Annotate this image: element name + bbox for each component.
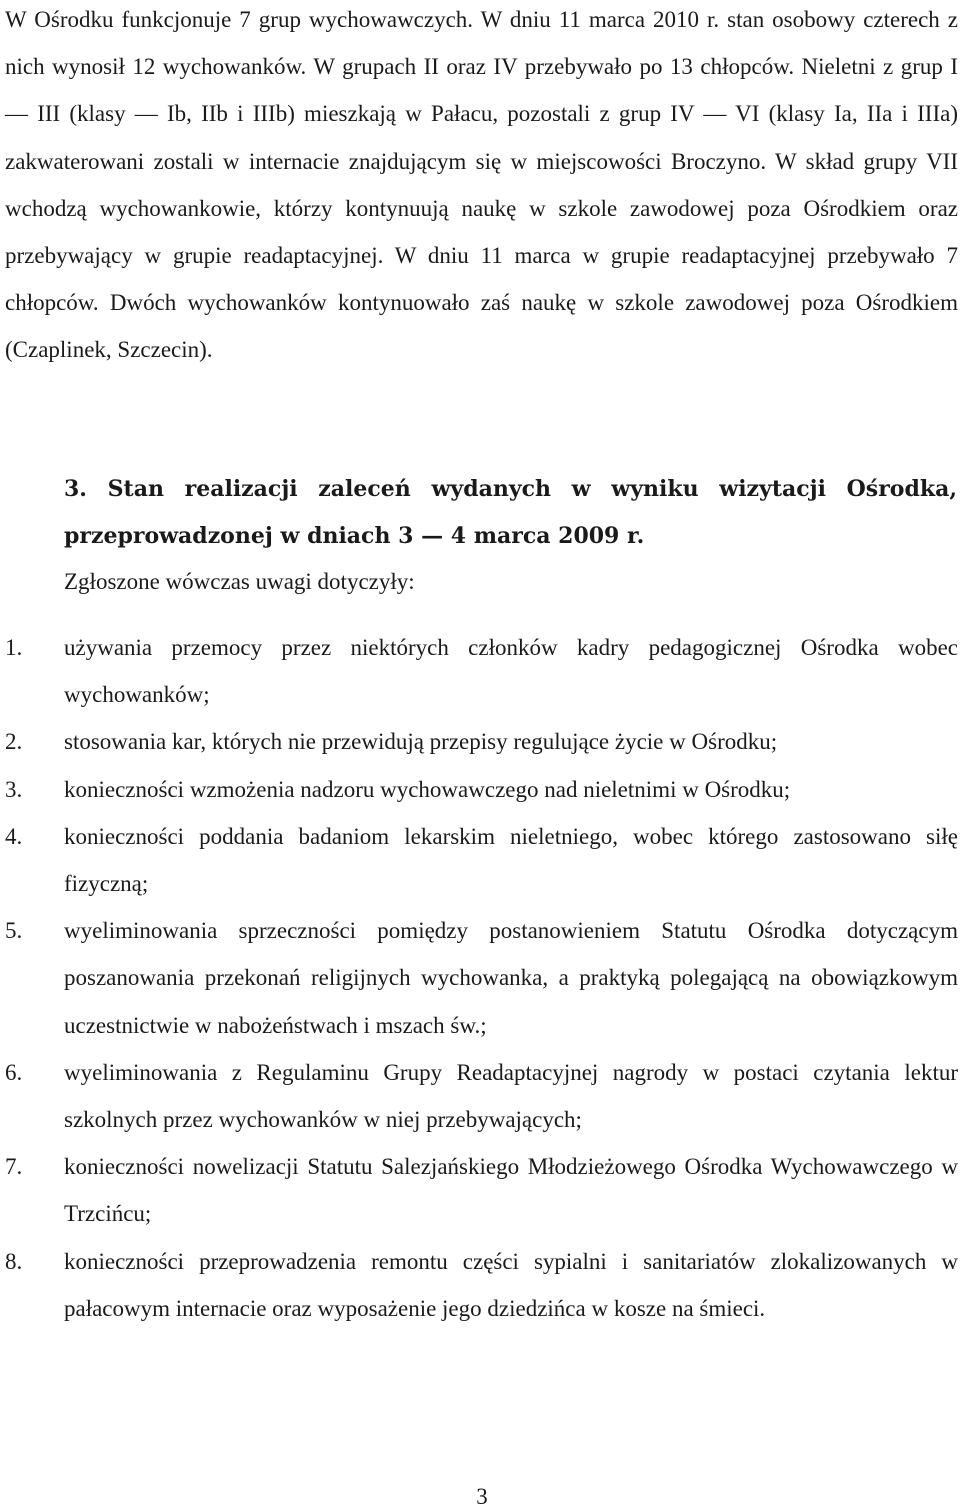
list-item	[5, 907, 958, 1049]
list-item-text: konieczności nowelizacji Statutu Salezjańskiego Młodzieżowego Ośrodka Wychowawczego w Trzcińcu;	[64, 1154, 958, 1227]
list-item	[5, 624, 958, 718]
list-item-text: konieczności poddania badaniom lekarskim nieletniego, wobec którego zastosowano siłę fizyczną;	[64, 823, 958, 897]
recommendations-list	[5, 624, 958, 1332]
section-heading	[64, 466, 957, 560]
list-item-number: 8.	[5, 1248, 23, 1274]
list-item-text: stosowania kar, których nie przewidują przepisy regulujące życie w Ośrodku;	[64, 729, 778, 755]
list-item-text: konieczności przeprowadzenia remontu części sypialni i sanitariatów zlokalizowanych w pałacowym internacie oraz wyposażenie jego dziedzińca w kosze na śmieci.	[64, 1248, 958, 1321]
list-item-number: 2.	[5, 729, 23, 755]
list-item-number: 1.	[5, 635, 23, 660]
list-item	[5, 813, 958, 907]
list-item-text: wyeliminowania z Regulaminu Grupy Readaptacyjnej nagrody w postaci czytania lektur szkolnych przez wychowanków w niej przebywających;	[64, 1059, 958, 1133]
list-item-text: używania przemocy przez niektórych członków kadry pedagogicznej Ośrodka wobec wychowanków;	[64, 635, 958, 708]
section-heading-line-2: przeprowadzonej w dniach 3 — 4 marca 2009 r.	[64, 523, 645, 549]
section-heading-line-1: 3. Stan realizacji zaleceń wydanych w wyniku wizytacji Ośrodka,	[64, 476, 957, 502]
list-item	[5, 1238, 958, 1332]
section-subheading: Zgłoszone wówczas uwagi dotyczyły:	[64, 569, 415, 594]
list-item-number: 5.	[5, 918, 23, 944]
list-item	[5, 766, 958, 813]
list-item-number: 6.	[5, 1059, 23, 1085]
page-number: 3	[476, 1484, 488, 1509]
list-item-number: 4.	[5, 823, 23, 849]
list-item-text: konieczności wzmożenia nadzoru wychowawczego nad nieletnimi w Ośrodku;	[64, 776, 791, 802]
list-item	[5, 718, 958, 765]
intro-paragraph: W Ośrodku funkcjonuje 7 grup wychowawczych. W dniu 11 marca 2010 r. stan osobowy czterech z nich wynosił 12 wychowanków. W grupach II oraz IV przebywało po 13 chłopców. Nieletni z grup I — III (klasy — Ib, IIb i IIIb) mieszkają w Pałacu, pozostali z grup IV — VI (klasy Ia, IIa i IIIa) zakwaterowani zostali w internacie znajdującym się w miejscowości Broczyno. W skład grupy VII wchodzą wychowankowie, którzy kontynuują naukę w szkole zawodowej poza Ośrodkiem oraz przebywający w grupie readaptacyjnej. W dniu 11 marca w grupie readaptacyjnej przebywało 7 chłopców. Dwóch wychowanków kontynuowało zaś naukę w szkole zawodowej poza Ośrodkiem (Czaplinek, Szczecin).	[5, 7, 958, 363]
list-item-number: 7.	[5, 1154, 23, 1180]
list-item-number: 3.	[5, 776, 23, 802]
list-item-text: wyeliminowania sprzeczności pomiędzy postanowieniem Statutu Ośrodka dotyczącym poszanowania przekonań religijnych wychowanka, a praktyką polegającą na obowiązkowym uczestnictwie w nabożeństwach i mszach św.;	[64, 918, 958, 1038]
list-item	[5, 1143, 958, 1237]
list-item	[5, 1049, 958, 1143]
